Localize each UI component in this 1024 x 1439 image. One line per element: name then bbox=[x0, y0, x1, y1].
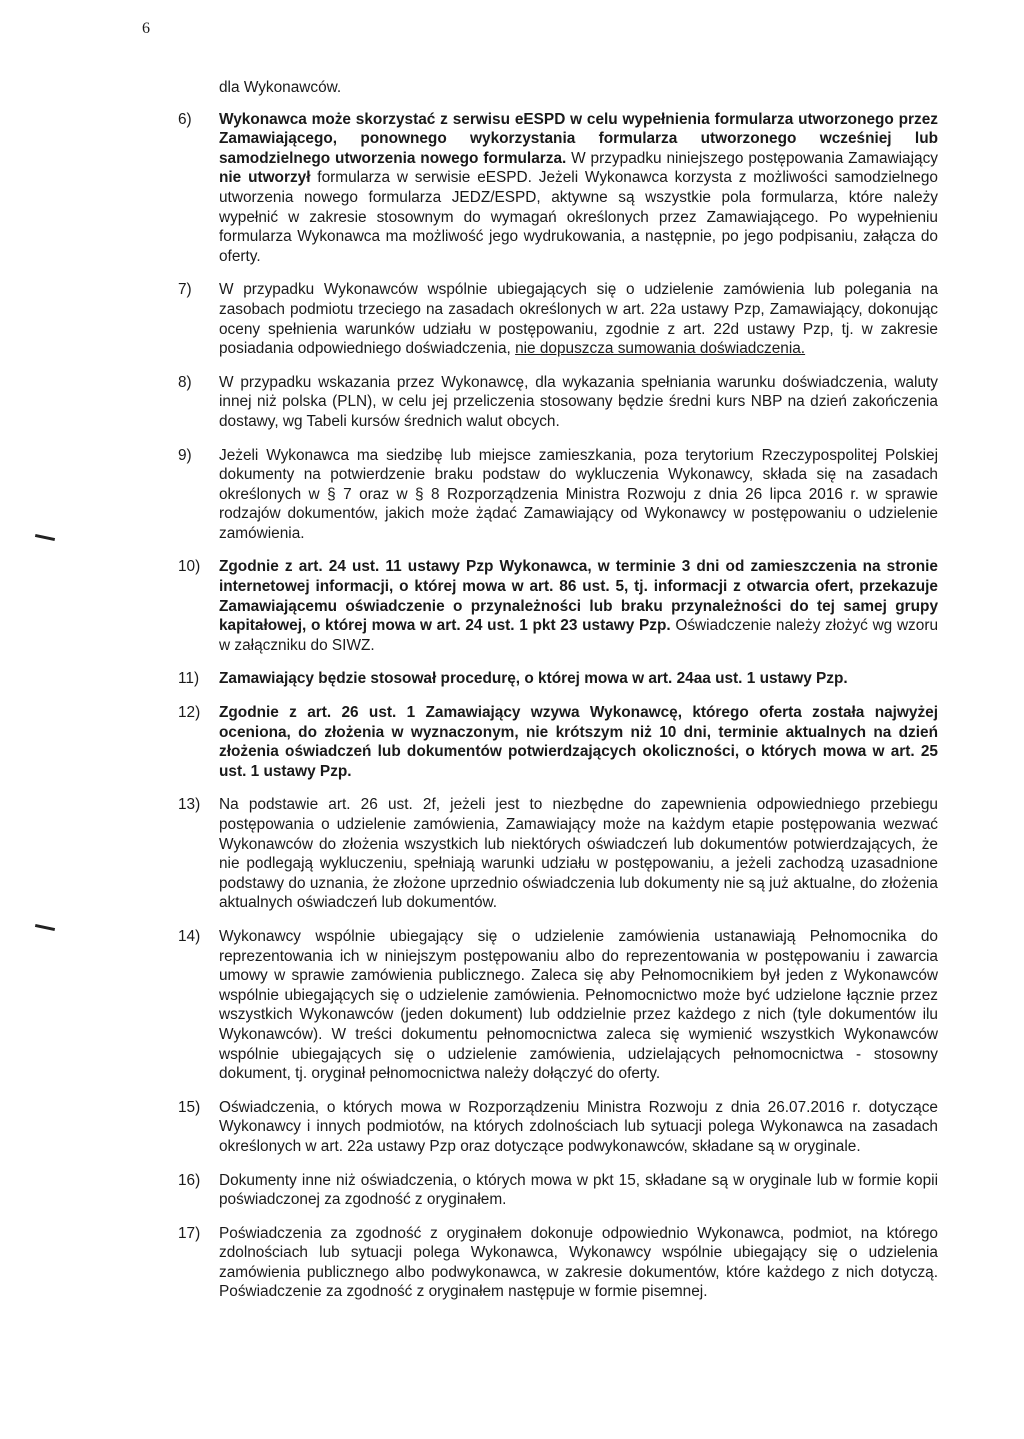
list-item bbox=[178, 1098, 938, 1157]
document-body bbox=[178, 78, 938, 1316]
list-item bbox=[178, 703, 938, 781]
text-run: Oświadczenia, o których mowa w Rozporządzeniu Ministra Rozwoju z dnia 26.07.2016 r. dotyczące Wykonawcy i innych podmiotów, na których zdolnościach lub sytuacji polega Wykonawca na zasadach określonych w art. 22a ustawy Pzp oraz dotyczące podwykonawców, składane są w oryginale. bbox=[219, 1098, 938, 1155]
text-run: Dokumenty inne niż oświadczenia, o których mowa w pkt 15, składane są w oryginale lub w formie kopii poświadczonej za zgodność z oryginałem. bbox=[219, 1171, 938, 1209]
page-number: 6 bbox=[142, 20, 150, 37]
list-item-number: 15) bbox=[178, 1098, 201, 1116]
list-item-text bbox=[219, 1224, 938, 1302]
text-run: Poświadczenia za zgodność z oryginałem dokonuje odpowiednio Wykonawca, podmiot, na którego zdolnościach lub sytuacji polega Wykonawca, Wykonawcy wspólnie ubiegający się o udzielenia zamówienia publicznego albo podwykonawca, w zakresie dokumentów, które każdego z nich dotyczą. Poświadczenie za zgodność z oryginałem następuje w formie pisemnej. bbox=[219, 1224, 938, 1301]
binding-mark bbox=[35, 924, 55, 931]
list-item bbox=[178, 1171, 938, 1210]
text-run: Oświadczenie należy złożyć wg wzoru w załączniku do SIWZ. bbox=[219, 617, 939, 654]
list-item-text bbox=[219, 373, 938, 432]
list-item bbox=[178, 795, 938, 913]
list-item-number: 7) bbox=[178, 281, 192, 299]
list-item bbox=[178, 1224, 938, 1302]
text-run: W przypadku niniejszego postępowania Zamawiający bbox=[566, 149, 938, 167]
list-item-text bbox=[219, 1098, 938, 1157]
list-item bbox=[178, 669, 938, 689]
list-item-text bbox=[219, 927, 938, 1084]
intro-text: dla Wykonawców. bbox=[219, 79, 342, 96]
bold-text: nie utworzył bbox=[219, 169, 311, 187]
bold-text: Zgodnie z art. 26 ust. 1 Zamawiający wzywa Wykonawcę, którego oferta została najwyżej oceniona, do złożenia w wyznaczonym, nie krótszym niż 10 dni, terminie aktualnych na dzień złożenia oświadczeń lub dokumentów potwierdzających okoliczności, o których mowa w art. 25 ust. 1 ustawy Pzp. bbox=[219, 704, 938, 780]
text-run: W przypadku Wykonawców wspólnie ubiegających się o udzielenie zamówienia lub polegania na zasobach podmiotu trzeciego na zasadach określonych w art. 22a ustawy Pzp, Zamawiający, dokonując oceny spełnienia warunków udziału w postępowaniu, zgodnie z art. 22d ustawy Pzp, tj. w zakresie posiadania odpowiedniego doświadczenia, bbox=[219, 281, 938, 358]
list-item-number: 16) bbox=[178, 1171, 201, 1189]
list-item-number: 12) bbox=[178, 704, 201, 722]
bold-text: Wykonawca może skorzystać z serwisu eESPD w celu wypełnienia formularza utworzonego przez Zamawiającego, ponownego wykorzystania formularza utworzonego wcześniej lub samodzielnego utworzenia nowego formularza. bbox=[219, 110, 938, 167]
list-item-number: 11) bbox=[178, 670, 200, 688]
list-item-number: 8) bbox=[178, 373, 192, 391]
list-item bbox=[178, 373, 938, 432]
list-item-number: 6) bbox=[178, 110, 192, 128]
list-item bbox=[178, 557, 938, 655]
text-run: W przypadku wskazania przez Wykonawcę, dla wykazania spełniania warunku doświadczenia, waluty innej niż polska (PLN), w celu jej przeliczenia stosowany będzie średni kurs NBP na dzień zakończenia dostawy, wg Tabeli kursów średnich walut obcych. bbox=[219, 373, 938, 430]
binding-mark bbox=[35, 534, 55, 541]
list-item bbox=[178, 927, 938, 1084]
text-run: Jeżeli Wykonawca ma siedzibę lub miejsce zamieszkania, poza terytorium Rzeczypospolitej Polskiej dokumenty na potwierdzenie braku podstaw do wykluczenia Wykonawcy, składa się na zasadach określonych w § 7 oraz w § 8 Rozporządzenia Ministra Rozwoju z dnia 26 lipca 2016 r. w sprawie rodzajów dokumentów, jakich może żądać Zamawiający od Wykonawcy w postępowaniu o udzielenie zamówienia. bbox=[219, 446, 938, 542]
text-run: formularza w serwisie eESPD. Jeżeli Wykonawca korzysta z możliwości samodzielnego utworzenia nowego formularza JEDZ/ESPD, aktywne są wszystkie pola formularza, które należy wypełnić w zakresie stosownym do wymagań określonych przez Zamawiającego. Po wypełnieniu formularza Wykonawca ma możliwość jego wydrukowania, a następnie, po jego podpisaniu, załącza do oferty. bbox=[219, 169, 938, 265]
text-run: Wykonawcy wspólnie ubiegający się o udzielenie zamówienia ustanawiają Pełnomocnika do reprezentowania ich w niniejszym postępowaniu albo do reprezentowania w postępowaniu i zawarcia umowy w sprawie zamówienia publicznego. Zaleca się aby Pełnomocnikiem był jeden z Wykonawców wspólnie ubiegających się o udzielenie zamówienia. Pełnomocnictwo może być udzielone łącznie przez wszystkich Wykonawców (jeden dokument) lub oddzielnie przez każdego z nich (tyle dokumentów ilu Wykonawców). W treści dokumentu pełnomocnictwa zaleca się wymienić wszystkich Wykonawców wspólnie ubiegających się o udzielenie zamówienia, udzielających pełnomocnictwa - stosowny dokument, tj. oryginał pełnomocnictwa należy dołączyć do oferty. bbox=[219, 927, 938, 1083]
list-item-text bbox=[219, 1171, 938, 1210]
list-item-text bbox=[219, 703, 938, 781]
numbered-list bbox=[178, 110, 938, 1302]
text-run: Na podstawie art. 26 ust. 2f, jeżeli jest to niezbędne do zapewnienia odpowiedniego przebiegu postępowania o udzielenie zamówienia, Zamawiający może na każdym etapie postępowania wezwać Wykonawców do złożenia wszystkich lub niektórych oświadczeń lub dokumentów potwierdzających, że nie podlegają wykluczeniu, spełniają warunki udziału w postępowaniu, a jeżeli zachodzą uzasadnione podstawy do uznania, że złożone uprzednio oświadczenia lub dokumenty nie są już aktualne, do złożenia aktualnych oświadczeń lub dokumentów. bbox=[219, 796, 938, 912]
list-item bbox=[178, 280, 938, 358]
list-item-number: 14) bbox=[178, 927, 201, 945]
list-item-number: 9) bbox=[178, 446, 192, 464]
list-item-number: 10) bbox=[178, 558, 201, 576]
list-item-text bbox=[219, 669, 938, 689]
bold-text: Zamawiający będzie stosował procedurę, o której mowa w art. 24aa ust. 1 ustawy Pzp. bbox=[219, 670, 848, 688]
list-item-number: 17) bbox=[178, 1224, 201, 1242]
list-item bbox=[178, 110, 938, 267]
list-item-text bbox=[219, 795, 938, 913]
list-item-text bbox=[219, 446, 938, 544]
list-item-text bbox=[219, 280, 938, 358]
list-item-text bbox=[219, 557, 938, 655]
list-item-number: 13) bbox=[178, 796, 201, 814]
bold-text: Zgodnie z art. 24 ust. 11 ustawy Pzp Wykonawca, w terminie 3 dni od zamieszczenia na stronie internetowej informacji, o której mowa w art. 86 ust. 5, tj. informacji z otwarcia ofert, przekazuje Zamawiającemu oświadczenie o przynależności lub braku przynależności do tej samej grupy kapitałowej, o której mowa w art. 24 ust. 1 pkt 23 ustawy Pzp. bbox=[219, 558, 938, 635]
list-item-text bbox=[219, 110, 938, 267]
list-item bbox=[178, 446, 938, 544]
underlined-text: nie dopuszcza sumowania doświadczenia. bbox=[515, 340, 806, 358]
